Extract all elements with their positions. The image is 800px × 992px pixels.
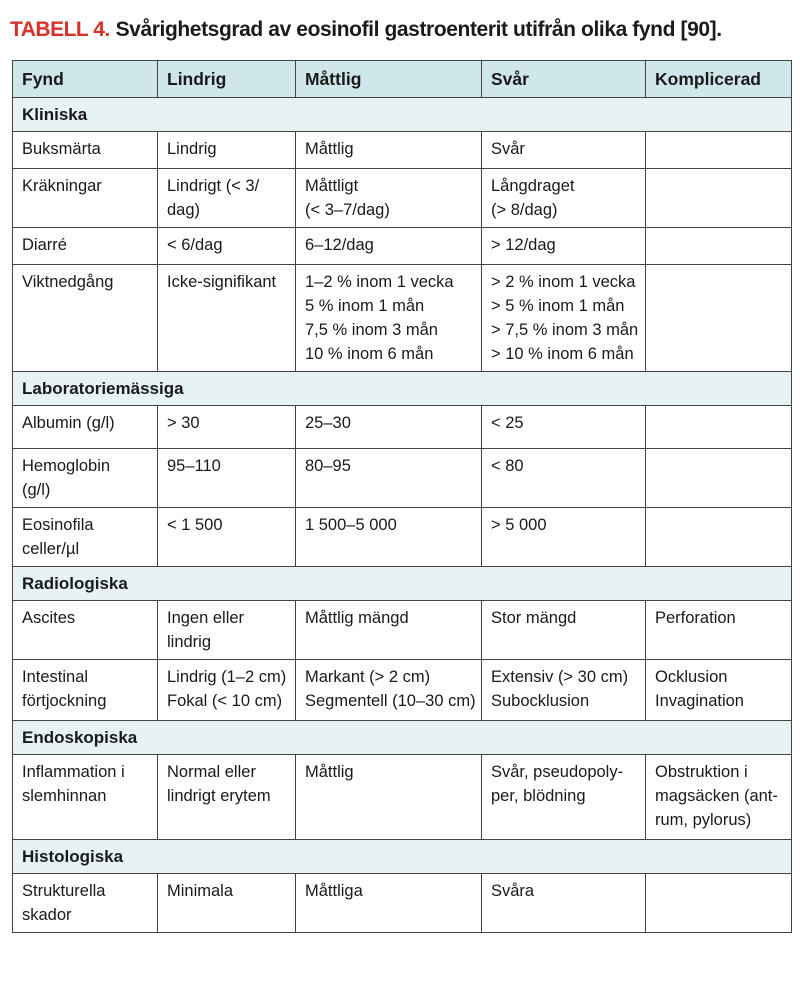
cell-line: Eosinofila [22,516,94,534]
table-cell [646,601,792,660]
cell-line: Lindrig (1–2 cm) [167,668,287,686]
table-cell [13,508,158,567]
table-cell [158,508,296,567]
cell-line: Måttlig [305,140,354,158]
table-cell [158,601,296,660]
table-cell [158,169,296,228]
table-row [13,265,792,372]
cell-line: Buksmärta [22,140,101,158]
table-row [13,508,792,567]
cell-line: 80–95 [305,457,351,475]
table-cell [158,755,296,840]
table-cell [296,874,482,933]
table-cell [13,228,158,265]
section-title: Laboratoriemässiga [13,372,792,406]
table-cell [296,449,482,508]
table-cell [482,601,646,660]
cell-line: 25–30 [305,414,351,432]
cell-line: Segmentell (10–30 cm) [305,692,476,710]
table-cell [296,132,482,169]
header-lindrig: Lindrig [158,61,296,98]
table-cell [296,228,482,265]
table-number: TABELL 4. [10,18,110,41]
table-cell [296,265,482,372]
table-cell [482,508,646,567]
table-cell [646,508,792,567]
table-caption [10,16,795,44]
table-cell [13,874,158,933]
table-row [13,449,792,508]
table-cell [13,449,158,508]
cell-line: 5 % inom 1 mån [305,297,425,315]
table-cell [646,406,792,449]
table-cell [646,660,792,721]
severity-table [12,60,792,933]
cell-line: Långdraget [491,177,575,195]
cell-line: Diarré [22,236,67,254]
cell-line: > 2 % inom 1 vecka [491,273,636,291]
cell-line: Obstruktion i [655,763,748,781]
cell-line: slemhinnan [22,787,107,805]
cell-line: Stor mängd [491,609,577,627]
cell-line: Ascites [22,609,76,627]
cell-line: Kräkningar [22,177,102,195]
cell-line: rum, pylorus) [655,811,752,829]
table-cell [482,406,646,449]
cell-line: Inflammation i [22,763,125,781]
table-cell [158,265,296,372]
section-title: Endoskopiska [13,721,792,755]
section-row [13,372,792,406]
table-cell [13,601,158,660]
cell-line: Strukturella [22,882,106,900]
table-row [13,169,792,228]
cell-line: 1–2 % inom 1 vecka [305,273,454,291]
cell-line: Minimala [167,882,234,900]
table-row [13,755,792,840]
cell-line: dag) [167,201,201,219]
cell-line: > 12/dag [491,236,556,254]
cell-line: Svår, pseudopoly- [491,763,624,781]
cell-line: lindrig [167,633,212,651]
table-cell [158,449,296,508]
cell-line: Perforation [655,609,736,627]
cell-line: > 10 % inom 6 mån [491,345,634,363]
table-row [13,228,792,265]
table-cell [158,406,296,449]
table-row [13,874,792,933]
cell-line: Måttlig mängd [305,609,409,627]
cell-line: < 6/dag [167,236,223,254]
section-title: Kliniska [13,98,792,132]
cell-line: skador [22,906,72,924]
cell-line: 10 % inom 6 mån [305,345,434,363]
cell-line: Måttligt [305,177,359,195]
cell-line: (g/l) [22,481,51,499]
table-cell [482,132,646,169]
table-cell [296,508,482,567]
cell-line: Invagination [655,692,744,710]
section-row [13,840,792,874]
cell-line: Markant (> 2 cm) [305,668,431,686]
table-cell [158,228,296,265]
table-cell [296,755,482,840]
cell-line: Måttlig [305,763,354,781]
table-cell [482,660,646,721]
cell-line: Fokal (< 10 cm) [167,692,283,710]
table-cell [13,406,158,449]
table-row [13,601,792,660]
table-cell [296,660,482,721]
cell-line: Lindrig [167,140,217,158]
table-cell [13,265,158,372]
cell-line: < 25 [491,414,524,432]
table-cell [646,449,792,508]
table-cell [158,660,296,721]
table-cell [482,169,646,228]
table-cell [13,169,158,228]
cell-line: 6–12/dag [305,236,374,254]
cell-line: 1 500–5 000 [305,516,397,534]
table-cell [646,874,792,933]
cell-line: Icke-signifikant [167,273,277,291]
table-cell [482,265,646,372]
cell-line: Lindrigt (< 3/ [167,177,260,195]
cell-line: lindrigt erytem [167,787,271,805]
table-cell [13,660,158,721]
cell-line: Subocklusion [491,692,590,710]
cell-line: > 5 % inom 1 mån [491,297,625,315]
table-body [13,98,792,933]
cell-line: Ingen eller [167,609,245,627]
table-cell [13,755,158,840]
table-cell [482,874,646,933]
cell-line: Intestinal [22,668,89,686]
table-row [13,660,792,721]
header-svar: Svår [482,61,646,98]
cell-line: Svåra [491,882,535,900]
cell-line: förtjockning [22,692,107,710]
table-cell [158,132,296,169]
cell-line: (> 8/dag) [491,201,558,219]
cell-line: 7,5 % inom 3 mån [305,321,438,339]
table-cell [13,132,158,169]
cell-line: Hemoglobin [22,457,111,475]
header-fynd: Fynd [13,61,158,98]
table-cell [646,132,792,169]
section-row [13,721,792,755]
table-row [13,406,792,449]
table-cell [482,755,646,840]
cell-line: celler/µl [22,540,80,558]
cell-line: magsäcken (ant- [655,787,778,805]
cell-line: < 80 [491,457,524,475]
section-row [13,567,792,601]
cell-line: Normal eller [167,763,256,781]
cell-line: < 1 500 [167,516,223,534]
section-title: Radiologiska [13,567,792,601]
cell-line: 95–110 [167,457,221,475]
cell-line: Albumin (g/l) [22,414,115,432]
cell-line: (< 3–7/dag) [305,201,390,219]
table-title: Svårighetsgrad av eosinofil gastroenterit utifrån olika fynd [90]. [115,18,722,41]
header-komplicerad: Komplicerad [646,61,792,98]
cell-line: per, blödning [491,787,586,805]
table-cell [482,449,646,508]
cell-line: Måttliga [305,882,363,900]
header-row [13,61,792,98]
table-cell [646,169,792,228]
cell-line: > 30 [167,414,200,432]
table-row [13,132,792,169]
table-cell [482,228,646,265]
table-cell [646,755,792,840]
table-cell [646,228,792,265]
table-cell [646,265,792,372]
table-cell [158,874,296,933]
cell-line: > 7,5 % inom 3 mån [491,321,639,339]
section-row [13,98,792,132]
table-cell [296,601,482,660]
cell-line: > 5 000 [491,516,547,534]
table-cell [296,406,482,449]
cell-line: Viktnedgång [22,273,114,291]
table-cell [296,169,482,228]
header-mattlig: Måttlig [296,61,482,98]
cell-line: Svår [491,140,525,158]
cell-line: Ocklusion [655,668,728,686]
cell-line: Extensiv (> 30 cm) [491,668,629,686]
section-title: Histologiska [13,840,792,874]
